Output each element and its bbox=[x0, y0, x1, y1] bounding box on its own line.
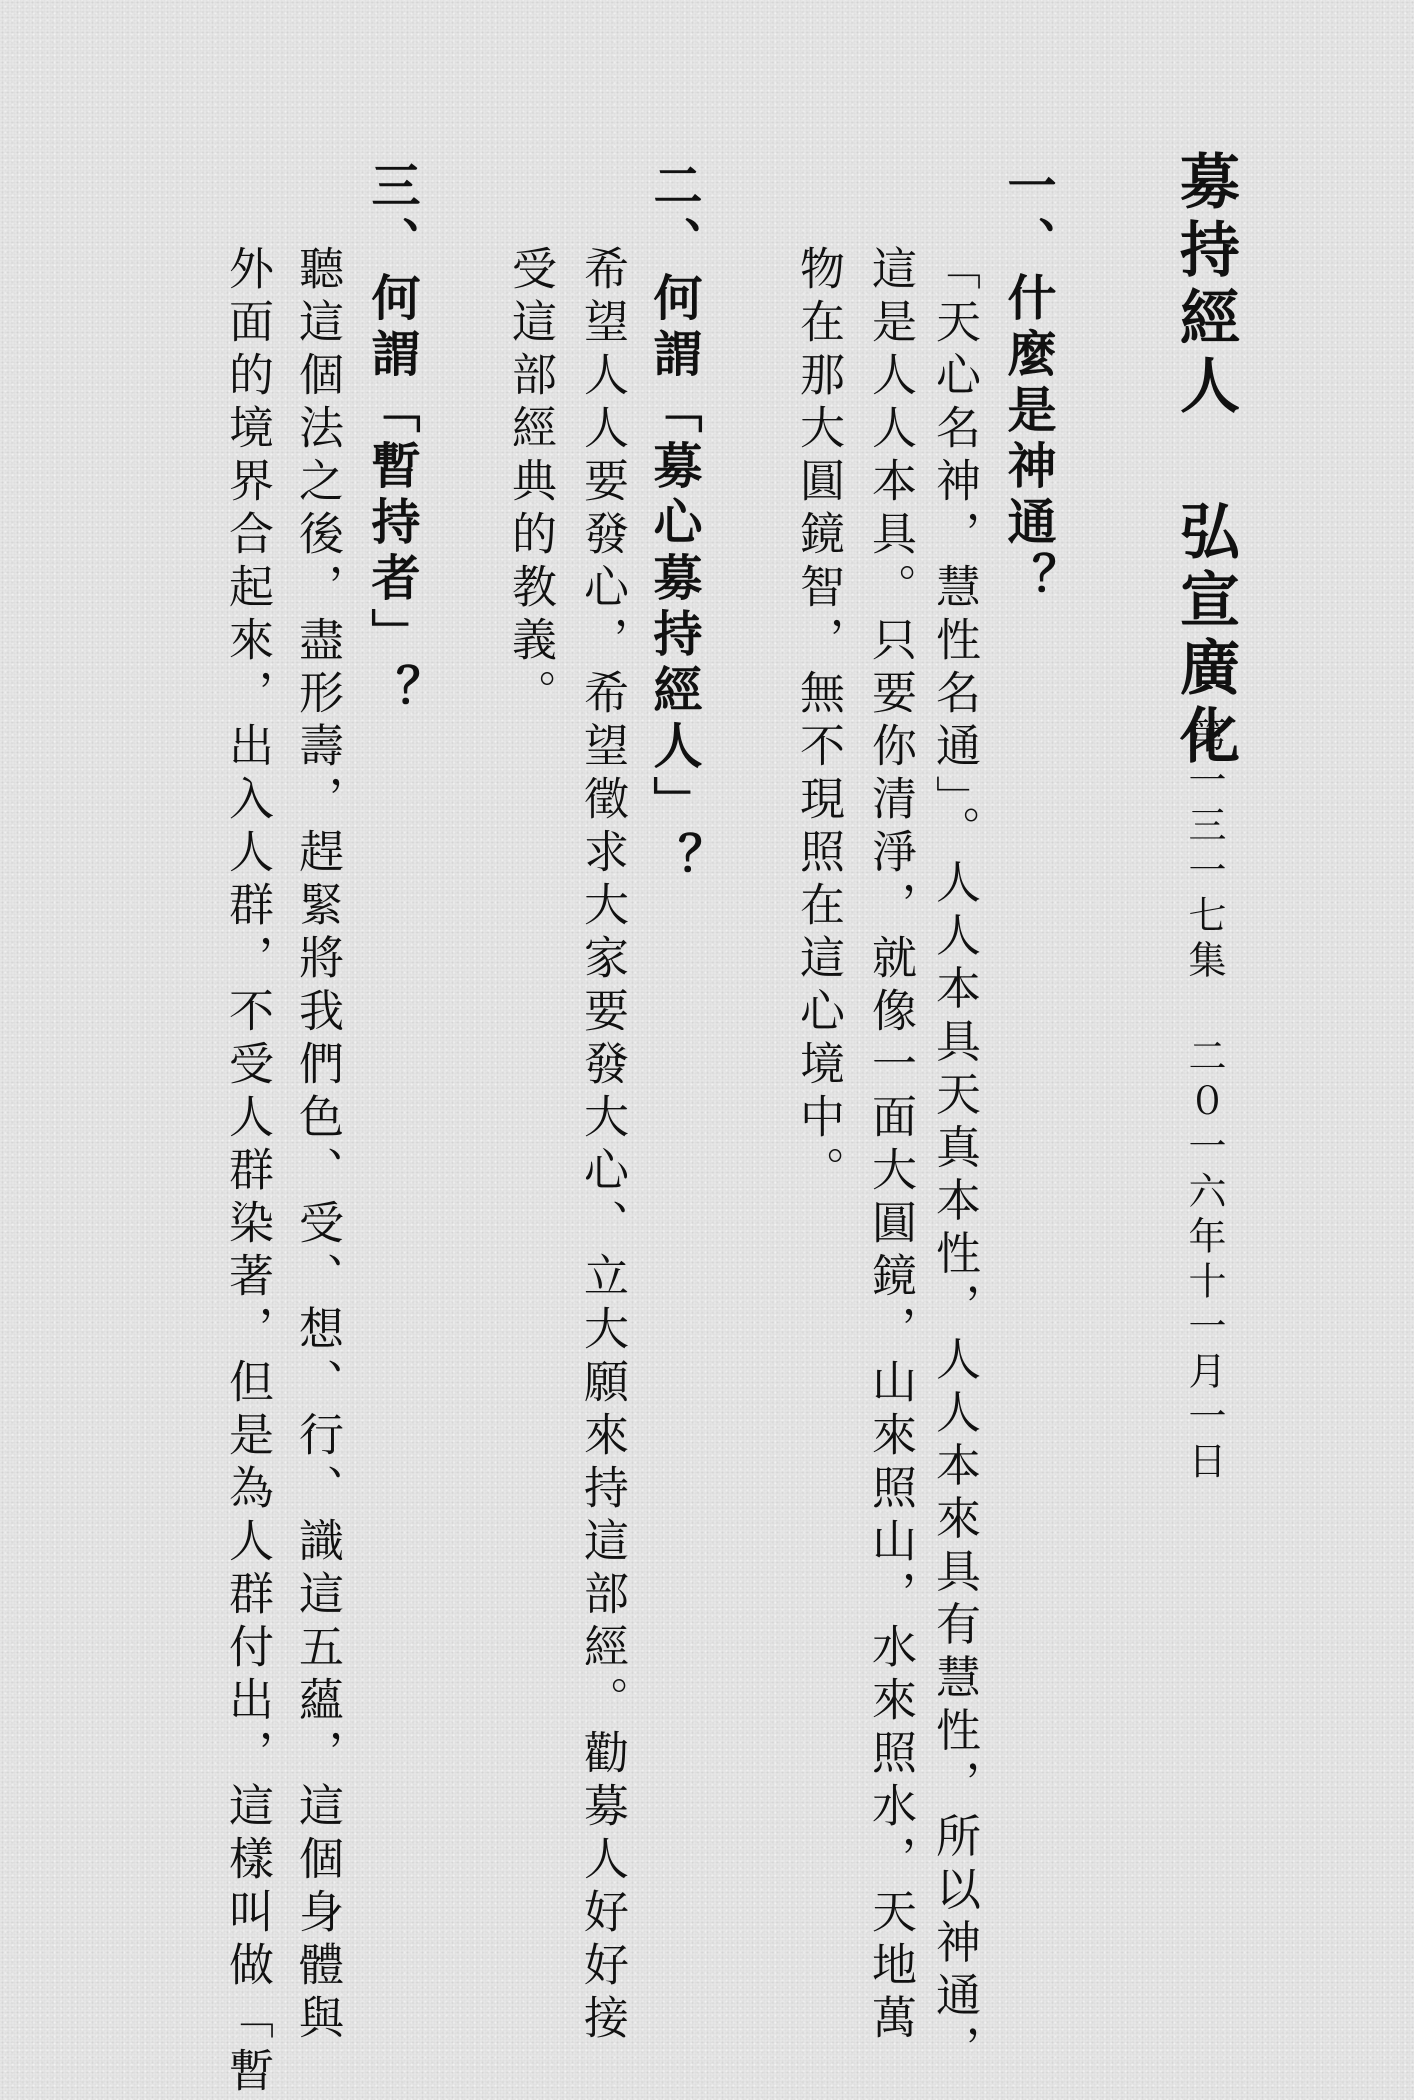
section-1-line-3: 物在那大圓鏡智，無不現照在這心境中。 bbox=[792, 245, 845, 1199]
section-heading-1: 一、什麼是神通？ bbox=[1000, 160, 1058, 608]
section-1-line-2: 這是人人本具。只要你清淨，就像一面大圓鏡，山來照山，水來照水，天地萬 bbox=[864, 245, 917, 2047]
section-heading-3: 三、何謂「暫持者」？ bbox=[364, 160, 422, 720]
section-heading-2: 二、何謂「募心募持經人」？ bbox=[646, 160, 704, 888]
page-title: 募持經人 弘宣廣化 bbox=[1170, 150, 1240, 772]
section-3-line-2: 外面的境界合起來，出入人群，不受人群染著，但是為人群付出，這樣叫做「暫 bbox=[221, 245, 274, 2100]
section-2-line-1: 希望人人要發心，希望徵求大家要發大心、立大願來持這部經。勸募人好好接 bbox=[576, 245, 629, 2047]
section-2-line-2: 受這部經典的教義。 bbox=[504, 245, 557, 722]
episode-date: 第一三一七集 二０一六年十一月一日 bbox=[1182, 715, 1226, 1486]
section-3-line-1: 聽這個法之後，盡形壽，趕緊將我們色、受、想、行、識這五蘊，這個身體與 bbox=[291, 245, 344, 2047]
section-1-line-1: 「天心名神，慧性名通」。人人本具天真本性，人人本來具有慧性，所以神通， bbox=[928, 245, 981, 2078]
